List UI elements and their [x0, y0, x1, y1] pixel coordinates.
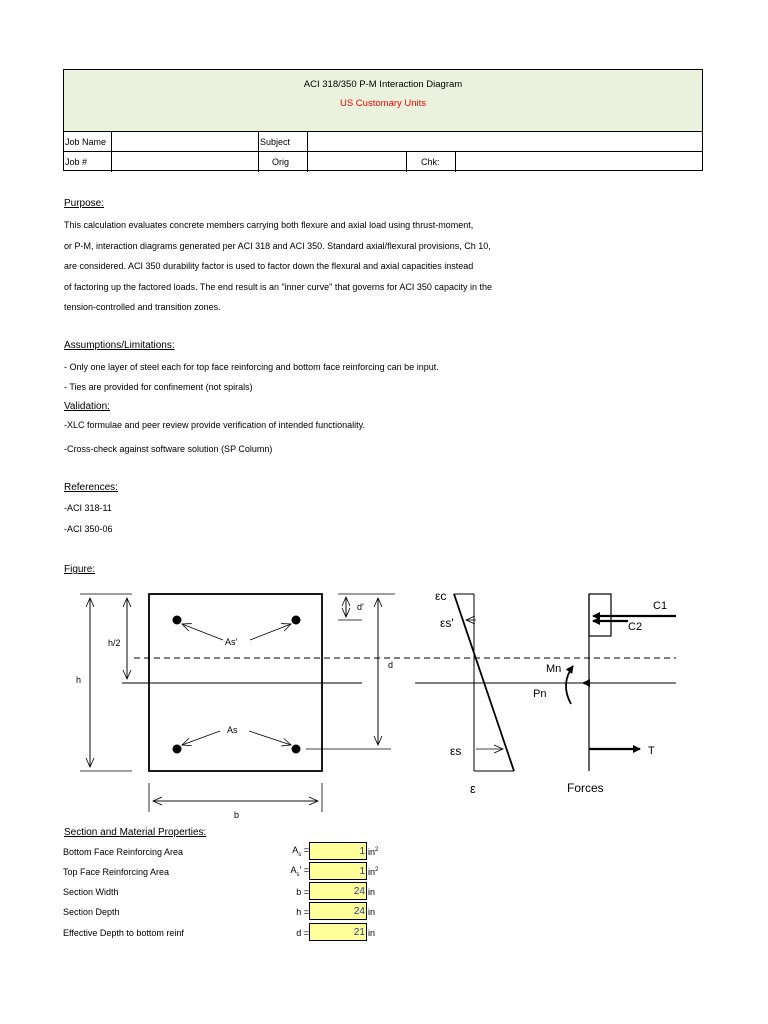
strain-line — [454, 594, 514, 771]
assumption-line: - Ties are provided for confinement (not spirals) — [64, 382, 253, 392]
figure-heading: Figure: — [64, 564, 96, 575]
orig-field[interactable] — [308, 152, 407, 172]
chk-label: Chk: — [407, 152, 456, 172]
validation-text — [64, 413, 365, 461]
reference-line: -ACI 318-11 — [64, 503, 112, 513]
property-symbol: d = — [296, 928, 309, 938]
purpose-line: or P-M, interaction diagrams generated per ACI 318 and ACI 350. Standard axial/flexural provisions, Ch 10, — [64, 240, 491, 251]
assumptions-text — [64, 357, 439, 397]
property-symbol: h = — [296, 907, 309, 917]
as-label: As — [227, 725, 238, 735]
property-symbol: $A_s'$ = — [290, 865, 309, 878]
job-name-label: Job Name — [64, 132, 112, 151]
c2-label: C2 — [628, 621, 643, 633]
property-label: Effective Depth to bottom reinf — [63, 928, 184, 938]
bottom-reinf-area-input[interactable]: 1 — [309, 842, 367, 860]
purpose-heading: Purpose: — [64, 198, 105, 209]
assumptions-heading: Assumptions/Limitations: — [64, 340, 175, 351]
property-unit: in — [368, 928, 376, 938]
header-box — [63, 69, 703, 171]
references-heading: References: — [64, 482, 118, 493]
top-left-bar — [173, 616, 182, 625]
d-prime-label: d' — [357, 602, 364, 612]
purpose-line: of factoring up the factored loads. The end result is an "inner curve" that governs for ACI 350 capacity in the — [64, 281, 492, 292]
h-label: h — [76, 675, 82, 685]
es-prime-label: εs' — [440, 616, 454, 630]
es-label: εs — [450, 744, 462, 758]
property-unit: in — [368, 887, 376, 897]
reference-line: -ACI 350-06 — [64, 524, 113, 534]
mn-label: Mn — [546, 663, 562, 675]
job-number-field[interactable] — [112, 152, 259, 172]
properties-heading: Section and Material Properties: — [64, 827, 207, 838]
section-figure — [0, 580, 768, 825]
forces-label: Forces — [567, 781, 604, 795]
property-unit: $in^2$ — [368, 867, 379, 877]
document-title: ACI 318/350 P-M Interaction Diagram — [303, 79, 463, 90]
chk-field[interactable] — [456, 152, 702, 172]
c1-label: C1 — [653, 600, 668, 612]
property-unit: $in^2$ — [368, 847, 379, 857]
purpose-line: tension-controlled and transition zones. — [64, 302, 221, 312]
validation-heading: Validation: — [64, 401, 110, 412]
header-row-job-name — [64, 132, 702, 152]
references-text — [64, 498, 113, 540]
assumption-line: - Only one layer of steel each for top face reinforcing and bottom face reinforcing can be input. — [64, 362, 439, 372]
property-unit: in — [368, 907, 376, 917]
validation-line: -XLC formulae and peer review provide verification of intended functionality. — [64, 420, 365, 430]
top-right-bar — [292, 616, 301, 625]
purpose-line: are considered. ACI 350 durability factor is used to factor down the flexural and axial capacities instead — [64, 261, 474, 271]
property-symbol: b = — [296, 887, 309, 897]
property-symbol: $A_s$ = — [292, 845, 309, 858]
epsilon-label: ε — [470, 781, 476, 796]
validation-line: -Cross-check against software solution (SP Column) — [64, 444, 273, 454]
section-width-input[interactable]: 24 — [309, 882, 367, 900]
top-reinf-area-input[interactable]: 1 — [309, 862, 367, 880]
as-prime-label: As' — [225, 637, 238, 647]
subject-field[interactable] — [308, 132, 702, 151]
pn-label: Pn — [533, 688, 547, 700]
purpose-line: This calculation evaluates concrete members carrying both flexure and axial load using thrust-moment, — [64, 220, 474, 230]
job-name-field[interactable] — [112, 132, 259, 151]
orig-label: Orig — [259, 152, 308, 172]
header-row-job-number — [64, 152, 702, 172]
header-title-band — [64, 70, 702, 132]
property-label: Section Depth — [63, 907, 120, 917]
h-half-label: h/2 — [108, 638, 121, 648]
ec-label: εc — [435, 589, 447, 603]
effective-depth-input[interactable]: 21 — [309, 923, 367, 941]
property-label: Section Width — [63, 887, 119, 897]
d-label: d — [388, 660, 394, 670]
section-depth-input[interactable]: 24 — [309, 902, 367, 920]
subject-label: Subject — [259, 132, 308, 151]
bottom-right-bar — [292, 745, 301, 754]
purpose-text — [64, 215, 704, 318]
property-label: Top Face Reinforcing Area — [63, 867, 170, 877]
property-label: Bottom Face Reinforcing Area — [63, 847, 184, 857]
units-subtitle: US Customary Units — [339, 98, 427, 109]
t-label: T — [648, 745, 655, 757]
mn-arrow — [566, 666, 573, 704]
job-number-label: Job # — [64, 152, 112, 172]
bottom-left-bar — [173, 745, 182, 754]
b-label: b — [234, 810, 240, 820]
